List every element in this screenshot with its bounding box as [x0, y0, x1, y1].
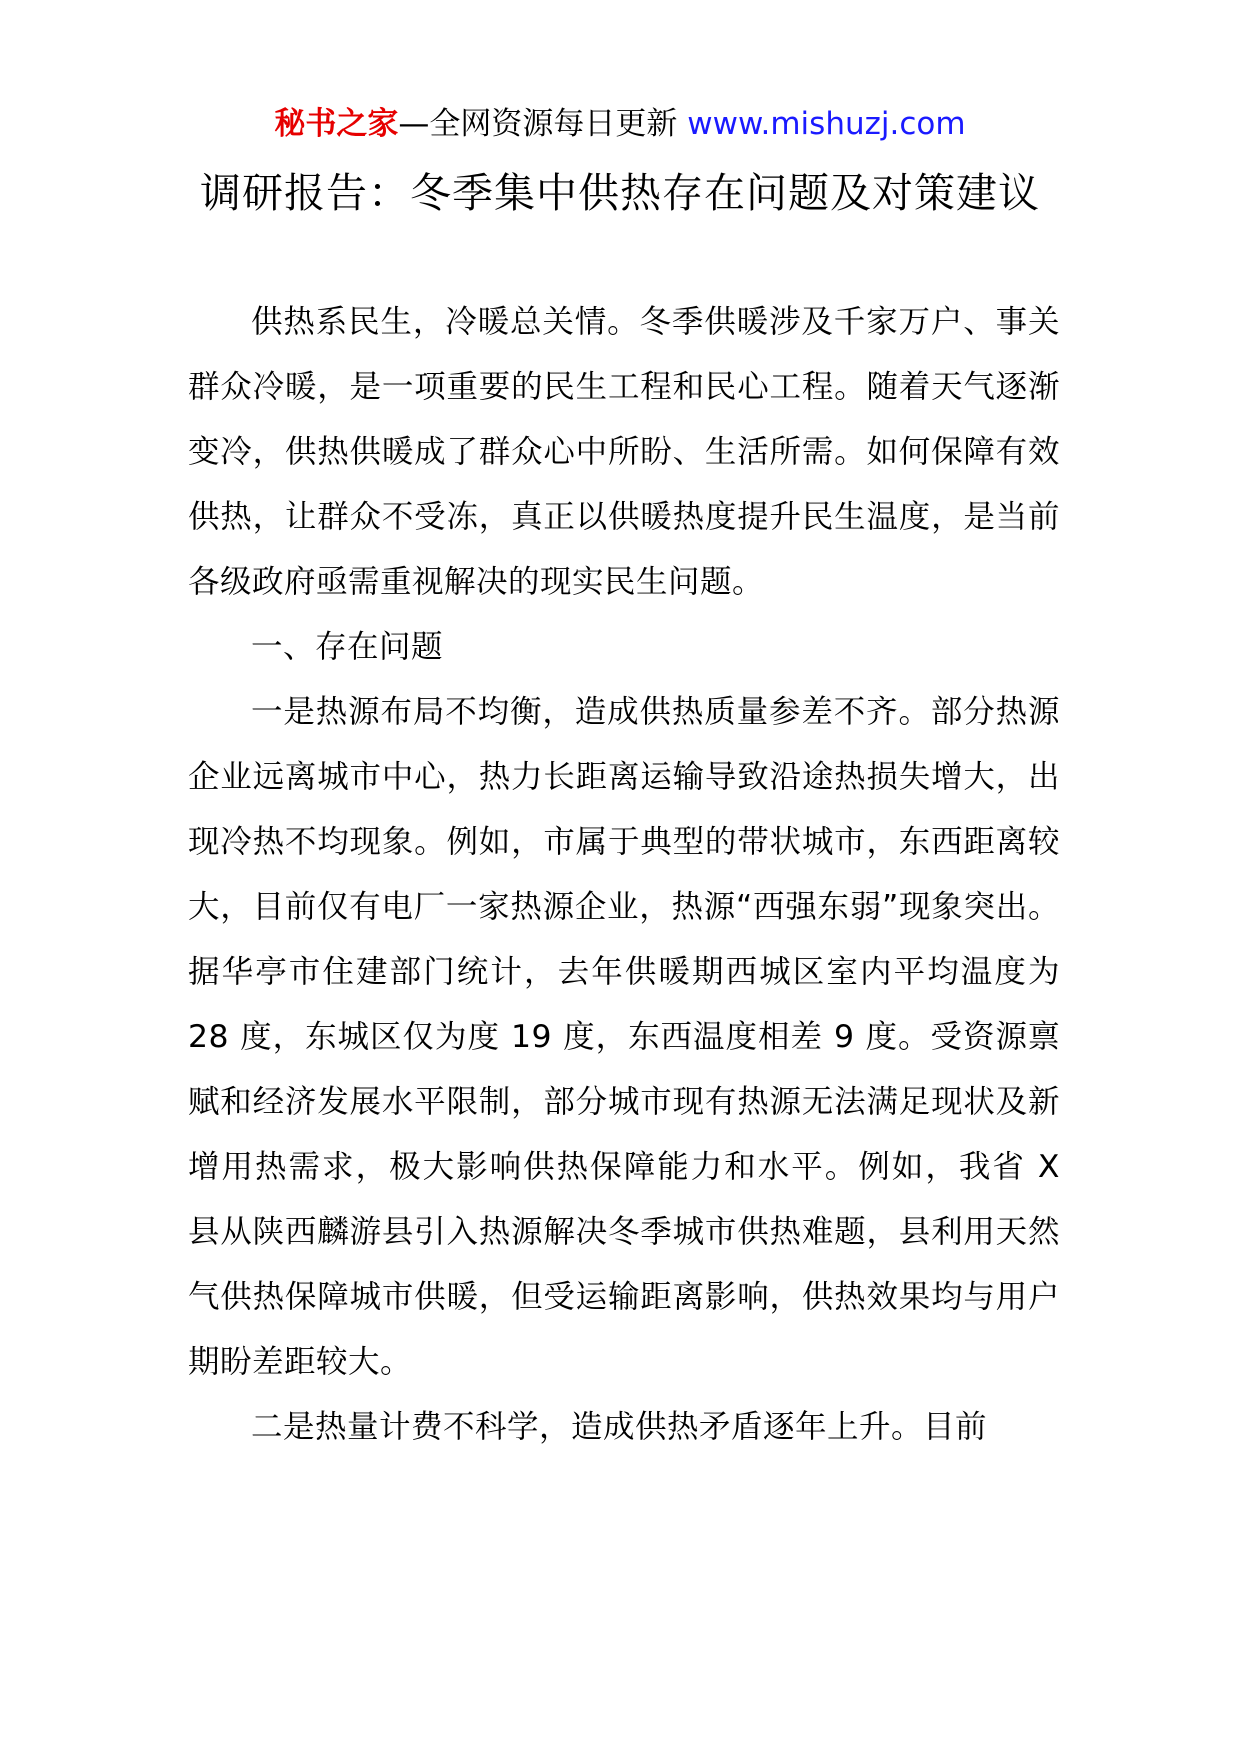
site-url-link[interactable]: www.mishuzj.com — [687, 106, 966, 142]
problem-one-paragraph: 一是热源布局不均衡，造成供热质量参差不齐。部分热源企业远离城市中心，热力长距离运输导致沿途热损失增大，出现冷热不均现象。例如，市属于典型的带状城市，东西距离较大，目前仅有电厂一家热源企业，热源“西强东弱”现象突出。据华亭市住建部门统计，去年供暖期西城区室内平均温度为 28 度，东城区仅为度 19 度，东西温度相差 9 度。受资源禀赋和经济发展水平限制，部分城市现有热源无法满足现状及新增用热需求，极大影响供热保障能力和水平。例如，我省 X 县从陕西麟游县引入热源解决冬季城市供热难题，县利用天然气供热保障城市供暖，但受运输距离影响，供热效果均与用户期盼差距较大。 — [188, 694, 1060, 1380]
intro-paragraph: 供热系民生，冷暖总关情。冬季供暖涉及千家万户、事关群众冷暖，是一项重要的民生工程和民心工程。随着天气逐渐变冷，供热供暖成了群众心中所盼、生活所需。如何保障有效供热，让群众不受冻，真正以供暖热度提升民生温度，是当前各级政府亟需重视解决的现实民生问题。 — [188, 304, 1060, 600]
section-heading: 一、存在问题 — [251, 629, 444, 665]
site-brand: 秘书之家 — [274, 106, 399, 142]
problem-two-paragraph: 二是热量计费不科学，造成供热矛盾逐年上升。目前 — [251, 1409, 988, 1445]
site-header — [0, 98, 1240, 150]
document-title: 调研报告：冬季集中供热存在问题及对策建议 — [200, 169, 1040, 217]
site-tagline: —全网资源每日更新 — [398, 106, 678, 142]
document-body — [188, 290, 1060, 1460]
